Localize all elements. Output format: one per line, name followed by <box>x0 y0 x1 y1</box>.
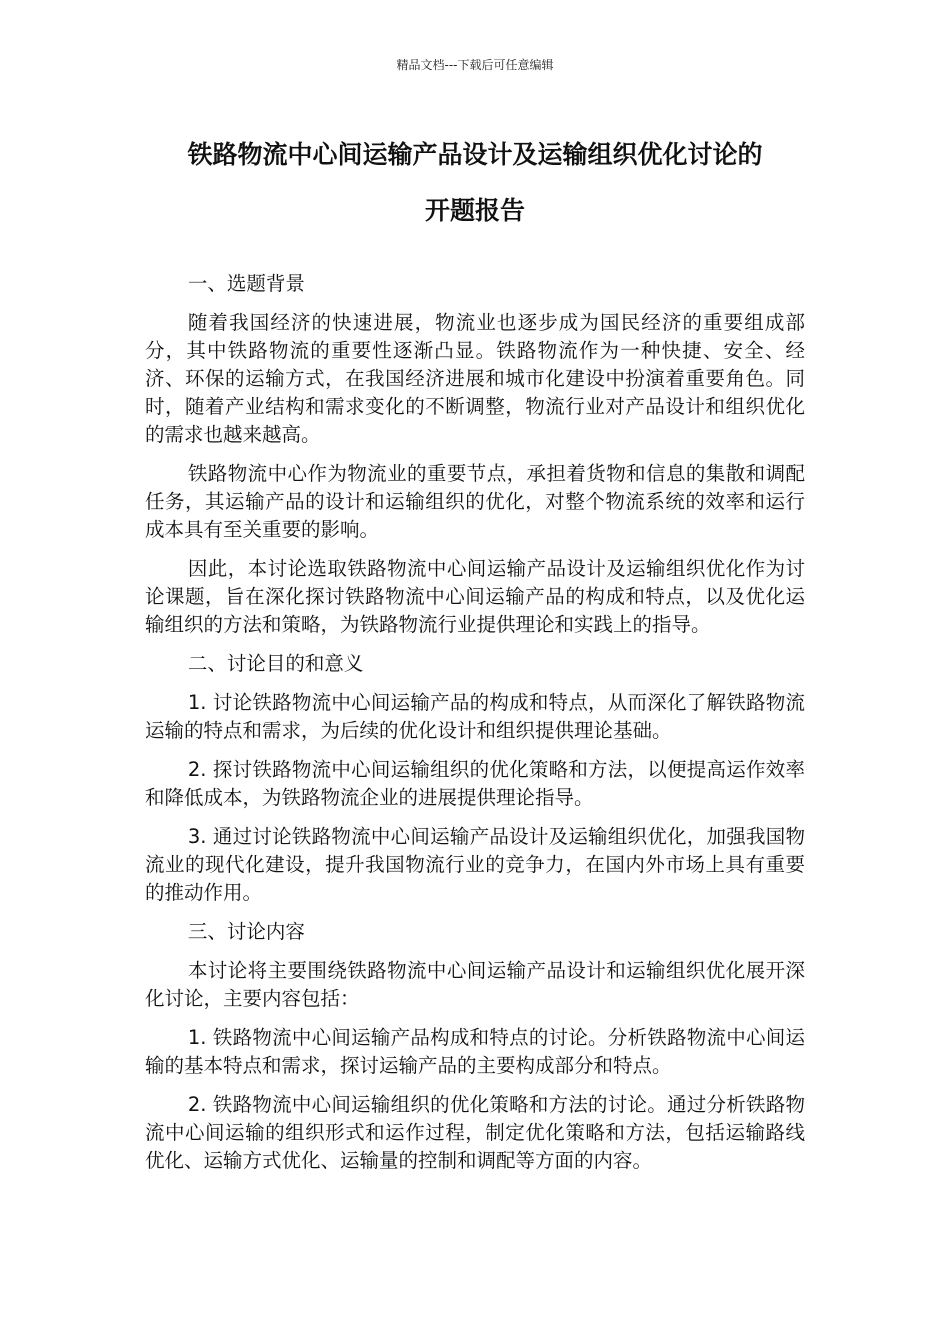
section-heading-background: 一、选题背景 <box>187 272 305 295</box>
list-item-paragraph: 2. 铁路物流中心间运输组织的优化策略和方法的讨论。通过分析铁路物流中心间运输的组织形式和运作过程，制定优化策略和方法，包括运输路线优化、运输方式优化、运输量的控制和调配等方面的内容。 <box>145 1093 805 1172</box>
list-item-paragraph: 1. 铁路物流中心间运输产品构成和特点的讨论。分析铁路物流中心间运输的基本特点和需求，探讨运输产品的主要构成部分和特点。 <box>145 1026 805 1077</box>
list-item-paragraph: 2. 探讨铁路物流中心间运输组织的优化策略和方法，以便提高运作效率和降低成本，为铁路物流企业的进展提供理论指导。 <box>145 758 805 809</box>
body-paragraph: 本讨论将主要围绕铁路物流中心间运输产品设计和运输组织优化展开深化讨论，主要内容包括： <box>145 959 805 1010</box>
document-title-line-2: 开题报告 <box>424 196 525 225</box>
body-paragraph: 因此，本讨论选取铁路物流中心间运输产品设计及运输组织优化作为讨论课题，旨在深化探讨铁路物流中心间运输产品的构成和特点，以及优化运输组织的方法和策略，为铁路物流行业提供理论和实践上的指导。 <box>145 557 805 636</box>
list-item-paragraph: 3. 通过讨论铁路物流中心间运输产品设计及运输组织优化，加强我国物流业的现代化建设，提升我国物流行业的竞争力，在国内外市场上具有重要的推动作用。 <box>145 825 805 904</box>
body-paragraph: 随着我国经济的快速进展，物流业也逐步成为国民经济的重要组成部分，其中铁路物流的重要性逐渐凸显。铁路物流作为一种快捷、安全、经济、环保的运输方式，在我国经济进展和城市化建设中扮演着重要角色。同时，随着产业结构和需求变化的不断调整，物流行业对产品设计和组织优化的需求也越来越高。 <box>145 311 805 446</box>
section-heading-content: 三、讨论内容 <box>187 920 305 943</box>
list-item-paragraph: 1. 讨论铁路物流中心间运输产品的构成和特点，从而深化了解铁路物流运输的特点和需求，为后续的优化设计和组织提供理论基础。 <box>145 691 805 742</box>
page-header: 精品文档---下载后可任意编辑 <box>396 58 554 72</box>
document-body <box>145 270 805 1175</box>
section-heading-purpose: 二、讨论目的和意义 <box>187 652 364 675</box>
document-title-line-1: 铁路物流中心间运输产品设计及运输组织优化讨论的 <box>187 140 763 169</box>
body-paragraph: 铁路物流中心作为物流业的重要节点，承担着货物和信息的集散和调配任务，其运输产品的设计和运输组织的优化，对整个物流系统的效率和运行成本具有至关重要的影响。 <box>145 462 805 541</box>
